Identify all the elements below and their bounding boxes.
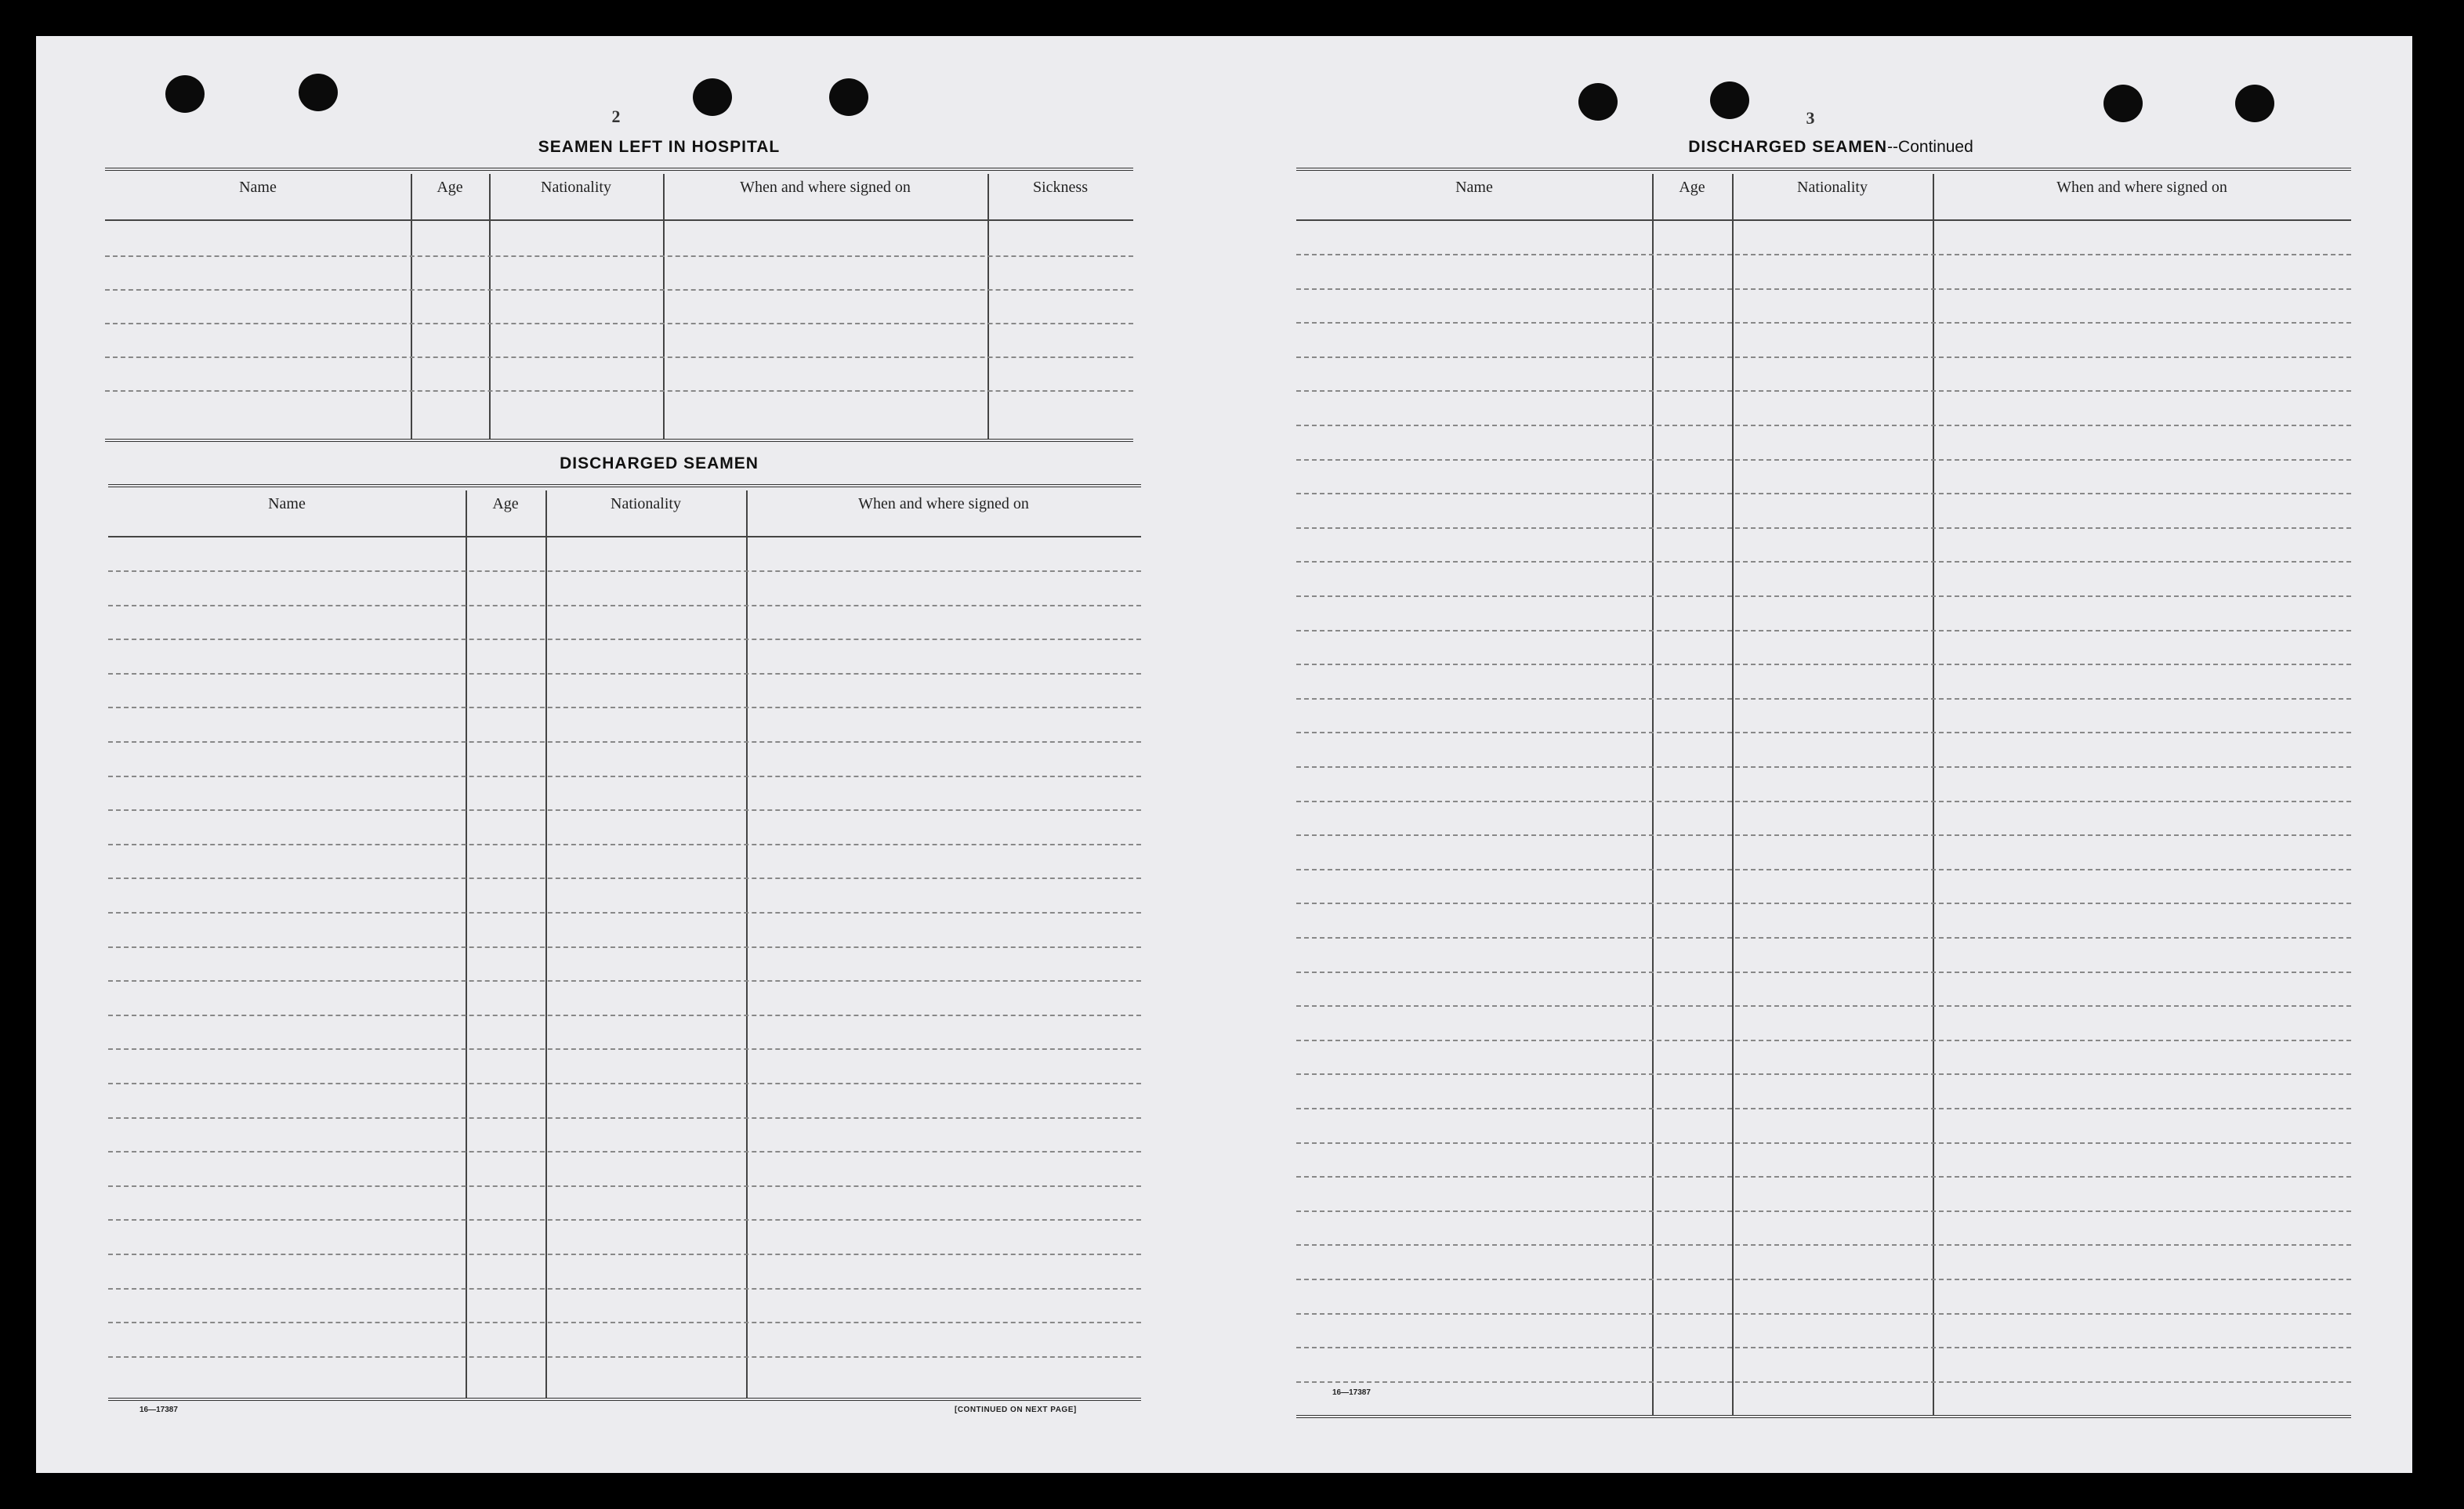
entry-line (1296, 1073, 2351, 1075)
column-header-signed-on: When and where signed on (858, 495, 1029, 512)
continued-note: [CONTINUED ON NEXT PAGE] (955, 1406, 1077, 1414)
table-top-rule (1296, 168, 2351, 171)
entry-line (1296, 1244, 2351, 1246)
entry-line (105, 356, 1133, 358)
discharged-continued-title-suffix: --Continued (1887, 138, 1973, 156)
entry-line (108, 946, 1141, 948)
entry-line (1296, 1040, 2351, 1041)
punch-hole (2235, 85, 2274, 122)
entry-line (1296, 630, 2351, 631)
punch-hole (2103, 85, 2143, 122)
entry-line (108, 844, 1141, 845)
column-header-nationality: Nationality (541, 179, 611, 196)
column-divider (663, 174, 665, 439)
entry-line (108, 707, 1141, 708)
header-divider (1296, 219, 2351, 221)
entry-line (105, 323, 1133, 324)
discharged-section-title: DISCHARGED SEAMEN (560, 454, 759, 472)
left-page-number: 2 (611, 107, 621, 126)
entry-line (1296, 1210, 2351, 1212)
entry-line (1296, 425, 2351, 426)
table-top-rule (108, 484, 1141, 487)
entry-line (1296, 1279, 2351, 1280)
entry-line (108, 1322, 1141, 1323)
entry-line (1296, 1381, 2351, 1383)
entry-line (1296, 1142, 2351, 1144)
column-header-signed-on: When and where signed on (740, 179, 911, 196)
entry-line (1296, 869, 2351, 870)
entry-line (105, 255, 1133, 257)
column-header-name: Name (1455, 179, 1493, 196)
entry-line (1296, 493, 2351, 494)
discharged-continued-title (1298, 138, 2364, 157)
entry-line (1296, 459, 2351, 461)
entry-line (108, 570, 1141, 572)
form-code: 16—17387 (1332, 1388, 1371, 1397)
column-divider (1652, 174, 1654, 1415)
entry-line (1296, 1176, 2351, 1178)
header-divider (105, 219, 1133, 221)
entry-line (1296, 732, 2351, 733)
entry-line (1296, 356, 2351, 358)
entry-line (1296, 1347, 2351, 1348)
punch-hole (165, 75, 205, 113)
entry-line (108, 1083, 1141, 1084)
form-code: 16—17387 (140, 1406, 178, 1414)
entry-line (1296, 390, 2351, 392)
discharged-continued-title-main: DISCHARGED SEAMEN (1688, 138, 1888, 156)
entry-line (1296, 527, 2351, 529)
entry-line (108, 1254, 1141, 1255)
punch-hole (1578, 83, 1618, 121)
entry-line (1296, 834, 2351, 836)
entry-line (108, 605, 1141, 606)
entry-line (1296, 595, 2351, 597)
entry-line (1296, 1108, 2351, 1109)
entry-line (1296, 972, 2351, 973)
column-divider (411, 174, 412, 439)
entry-line (108, 809, 1141, 811)
entry-line (108, 1048, 1141, 1050)
hospital-section-title: SEAMEN LEFT IN HOSPITAL (538, 138, 781, 156)
entry-line (1296, 561, 2351, 563)
header-divider (108, 536, 1141, 537)
column-header-name: Name (239, 179, 277, 196)
table-bottom-rule (108, 1398, 1141, 1401)
entry-line (108, 1356, 1141, 1358)
column-divider (489, 174, 491, 439)
entry-line (108, 639, 1141, 640)
discharged-continued-table (1296, 168, 2351, 1421)
column-header-nationality: Nationality (611, 495, 681, 512)
document-sheet (36, 36, 2412, 1473)
entry-line (108, 980, 1141, 982)
entry-line (108, 1185, 1141, 1187)
column-header-age: Age (1679, 179, 1705, 196)
entry-line (108, 1151, 1141, 1153)
discharged-table (108, 484, 1141, 1401)
entry-line (1296, 288, 2351, 290)
right-page-number: 3 (1806, 108, 1815, 128)
table-bottom-rule (105, 439, 1133, 442)
column-header-signed-on: When and where signed on (2056, 179, 2227, 196)
entry-line (108, 1219, 1141, 1221)
entry-line (108, 1015, 1141, 1016)
entry-line (108, 1288, 1141, 1290)
table-top-rule (105, 168, 1133, 171)
entry-line (1296, 937, 2351, 939)
entry-line (108, 878, 1141, 879)
table-bottom-rule (1296, 1415, 2351, 1418)
entry-line (1296, 698, 2351, 700)
entry-line (1296, 766, 2351, 768)
entry-line (105, 390, 1133, 392)
column-divider (466, 490, 467, 1398)
entry-line (105, 289, 1133, 291)
punch-hole (299, 74, 338, 111)
punch-hole (829, 78, 868, 116)
entry-line (1296, 801, 2351, 802)
entry-line (1296, 322, 2351, 324)
entry-line (1296, 254, 2351, 255)
entry-line (1296, 903, 2351, 904)
entry-line (1296, 1005, 2351, 1007)
column-divider (1732, 174, 1734, 1415)
entry-line (108, 1117, 1141, 1119)
column-divider (746, 490, 748, 1398)
column-divider (1933, 174, 1934, 1415)
entry-line (1296, 1313, 2351, 1315)
punch-hole (1710, 81, 1749, 119)
column-header-age: Age (492, 495, 519, 512)
hospital-table (105, 168, 1133, 473)
entry-line (108, 741, 1141, 743)
entry-line (1296, 664, 2351, 665)
column-header-sickness: Sickness (1033, 179, 1088, 196)
entry-line (108, 776, 1141, 777)
column-header-age: Age (437, 179, 463, 196)
punch-hole (693, 78, 732, 116)
column-divider (987, 174, 989, 439)
column-header-name: Name (268, 495, 306, 512)
entry-line (108, 912, 1141, 914)
entry-line (108, 673, 1141, 675)
column-header-nationality: Nationality (1797, 179, 1868, 196)
column-divider (545, 490, 547, 1398)
